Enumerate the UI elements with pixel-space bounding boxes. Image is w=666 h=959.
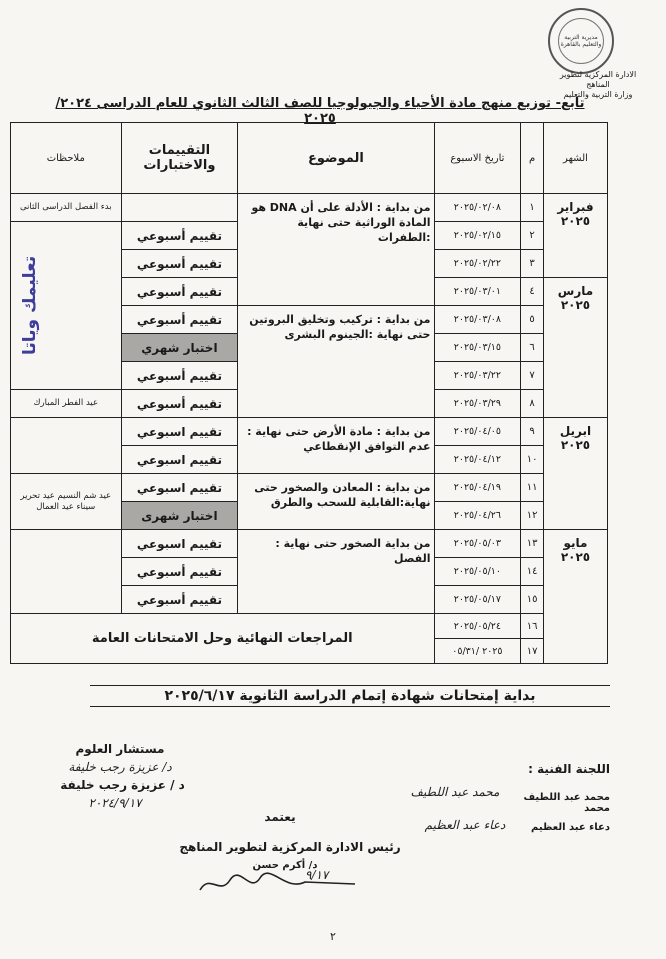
week-date: ٢٠٢٥/٠٢/٢٢ [434, 250, 521, 278]
month-feb: فبراير ٢٠٢٥ [543, 194, 607, 278]
week-num: ٩ [521, 418, 544, 446]
header-date: تاريخ الاسبوع [434, 123, 521, 194]
assess-cell: اختبار شهرى [121, 502, 238, 530]
week-date: ٢٠٢٥/٠٥/١٧ [434, 586, 521, 614]
week-date: ٢٠٢٥/٠٤/١٢ [434, 446, 521, 474]
week-num: ٦ [521, 334, 544, 362]
page-number: ٢ [330, 930, 336, 943]
week-date: ٢٠٢٥/٠٤/٢٦ [434, 502, 521, 530]
week-num: ١٢ [521, 502, 544, 530]
header-month: الشهر [543, 123, 607, 194]
assess-cell: تقييم أسبوعي [121, 250, 238, 278]
head-title: رئيس الادارة المركزية لتطوير المناهج [179, 840, 401, 854]
topic-cell: من بداية : المعادن والصخور حتى نهاية:القابلية للسحب والطرق [238, 474, 434, 530]
topic-cell: من بداية : تركيب وتخليق البروتين حتى نهاية :الجينوم البشرى [238, 306, 434, 418]
member1-signature: محمد عبد اللطيف [410, 785, 500, 799]
curriculum-table [10, 122, 608, 664]
week-num: ١٦ [521, 614, 544, 639]
week-num: ١٧ [521, 639, 544, 664]
month-mar: مارس ٢٠٢٥ [543, 278, 607, 418]
week-date: ٢٠٢٥/٠٣/٢٩ [434, 390, 521, 418]
header-assess: التقييمات والاختبارات [121, 123, 238, 194]
topic-cell: من بداية : الأدلة على أن DNA هو المادة الوراثية حتى نهاية :الطفرات [238, 194, 434, 306]
week-date: ٢٠٢٥/٠٢/١٥ [434, 222, 521, 250]
week-num: ١٥ [521, 586, 544, 614]
ministry-line2: وزارة التربية والتعليم [563, 90, 633, 99]
assess-cell: تقييم أسبوعي [121, 306, 238, 334]
week-date: ٢٠٢٥ /٠٥/٣١ [434, 639, 521, 664]
note-cell: عيد شم النسيم عيد تحرير سيناء عيد العمال [11, 474, 122, 530]
topic-cell: من بداية : مادة الأرض حتى نهاية : عدم التوافق الإنقطاعي [238, 418, 434, 474]
member1-name: محمد عبد اللطيف محمد [523, 792, 610, 814]
assess-cell: تقييم أسبوعي [121, 558, 238, 586]
advisor-date: ٢٠٢٤/٩/١٧ [88, 796, 142, 810]
assess-cell: تقييم اسبوعي [121, 446, 238, 474]
assess-cell: تقييم أسبوعي [121, 362, 238, 390]
week-date: ٢٠٢٥/٠٥/٢٤ [434, 614, 521, 639]
table-row [11, 194, 608, 222]
week-num: ١ [521, 194, 544, 222]
page-title: تابع- توزيع منهج مادة الأحياء والجيولوجيا للصف الثالث الثانوي للعام الدراسى ٢٠٢٤/ ٢٠٢٥ [55, 96, 585, 126]
assess-cell: تقييم أسبوعي [121, 586, 238, 614]
note-cell: بدء الفصل الدراسى الثانى [11, 194, 122, 222]
week-date: ٢٠٢٥/٠٣/٢٢ [434, 362, 521, 390]
week-num: ٧ [521, 362, 544, 390]
week-date: ٢٠٢٥/٠٣/٠٨ [434, 306, 521, 334]
week-num: ١٤ [521, 558, 544, 586]
month-apr: ابريل ٢٠٢٥ [543, 418, 607, 530]
header-num: م [521, 123, 544, 194]
assess-cell: اختبار شهري [121, 334, 238, 362]
table-row [11, 418, 608, 446]
watermark: تعليمك وياتا [20, 255, 40, 355]
assess-cell [121, 194, 238, 222]
week-num: ٥ [521, 306, 544, 334]
note-cell [11, 530, 122, 614]
week-date: ٢٠٢٥/٠٣/٠١ [434, 278, 521, 306]
week-date: ٢٠٢٥/٠٤/١٩ [434, 474, 521, 502]
head-signature-date: ٩/١٧ [305, 868, 329, 882]
assess-cell: تقييم اسبوعي [121, 530, 238, 558]
assess-cell: تقييم أسبوعي [121, 222, 238, 250]
week-date: ٢٠٢٥/٠٤/٠٥ [434, 418, 521, 446]
week-num: ٤ [521, 278, 544, 306]
ministry-seal [548, 8, 614, 74]
assess-cell: تقييم اسبوعي [121, 474, 238, 502]
assess-cell: تقييم أسبوعي [121, 390, 238, 418]
seal-text: مديرية التربية والتعليم بالقاهرة [560, 34, 602, 48]
note-cell [11, 418, 122, 474]
table-header-row [11, 123, 608, 194]
week-date: ٢٠٢٥/٠٢/٠٨ [434, 194, 521, 222]
advisor-handwriting: د/ عزيزة رجب خليفة [68, 760, 172, 774]
table-row [11, 474, 608, 502]
exam-start-banner: بداية إمتحانات شهادة إتمام الدراسة الثانوية ٢٠٢٥/٦/١٧ [90, 685, 610, 707]
assess-cell: تقييم أسبوعي [121, 278, 238, 306]
week-date: ٢٠٢٥/٠٣/١٥ [434, 334, 521, 362]
week-num: ١٣ [521, 530, 544, 558]
committee-label: اللجنة الفنية : [528, 762, 610, 776]
header-topic: الموضوع [238, 123, 434, 194]
head-name: د/ أكرم حسن [252, 860, 318, 871]
week-num: ٣ [521, 250, 544, 278]
month-may: مايو ٢٠٢٥ [543, 530, 607, 664]
ministry-line1: الادارة المركزية لتطوير المناهج [559, 70, 637, 89]
week-num: ١١ [521, 474, 544, 502]
table-row [11, 530, 608, 558]
week-num: ٨ [521, 390, 544, 418]
header-notes: ملاحظات [11, 123, 122, 194]
member2-name: دعاء عبد العظيم [531, 822, 610, 833]
week-date: ٢٠٢٥/٠٥/٠٣ [434, 530, 521, 558]
week-num: ١٠ [521, 446, 544, 474]
note-cell: عيد الفطر المبارك [11, 390, 122, 418]
head-signature [195, 868, 365, 898]
head-signature-scribble [195, 868, 365, 898]
assess-cell: تقييم اسبوعي [121, 418, 238, 446]
advisor-title: مستشار العلوم [75, 742, 165, 756]
approve-label: يعتمد [264, 810, 296, 824]
topic-cell: من بداية الصخور حتى نهاية : الفصل [238, 530, 434, 614]
final-review: المراجعات النهائية وحل الامتحانات العامة [11, 614, 435, 664]
member2-signature: دعاء عبد العظيم [424, 818, 506, 832]
table-row [11, 614, 608, 639]
week-date: ٢٠٢٥/٠٥/١٠ [434, 558, 521, 586]
week-num: ٢ [521, 222, 544, 250]
advisor-name: د / عزيزة رجب خليفة [60, 778, 185, 792]
seal-inner [558, 18, 604, 64]
